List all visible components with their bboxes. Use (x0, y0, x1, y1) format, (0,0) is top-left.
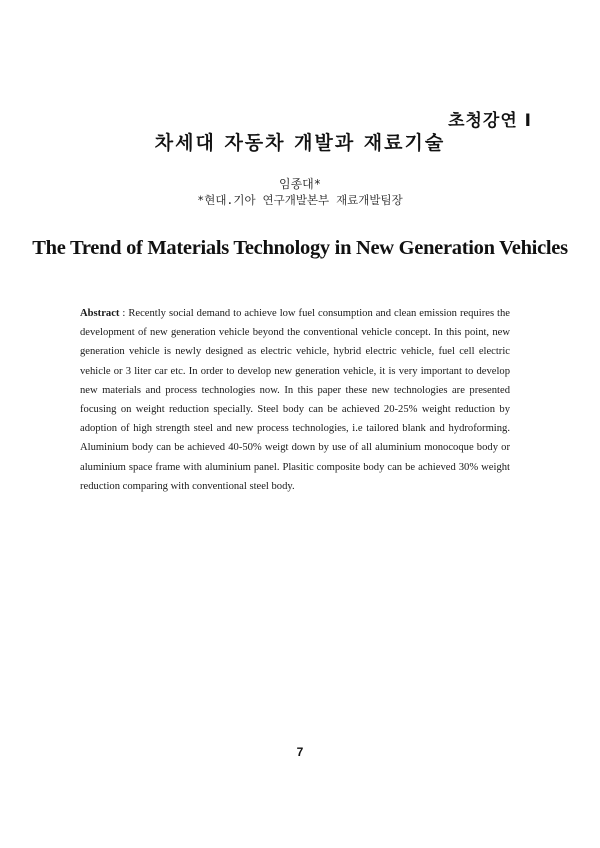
author-affiliation: *현대.기아 연구개발본부 재료개발팀장 (197, 193, 403, 207)
author-name: 임종대* (278, 177, 321, 191)
abstract (80, 304, 510, 496)
page-number: 7 (296, 745, 304, 759)
abstract-text: Recently social demand to achieve low fuel consumption and clean emission requires the development of new generation vehicle beyond the conventional vehicle concept. In this point, new generation vehicle is newly designed as electric vehicle, hybrid electric vehicle, fuel cell electric vehicle or 3 liter car etc. In order to develop new generation vehicle, it is very important to develop new materials and process technologies now. In this paper these new technologies are presented focusing on weight reduction specially. Steel body can be achieved 20-25% weight reduction by adoption of high strength steel and new process technologies, i.e tailored blank and hydroforming. Aluminium body can be achieved 40-50% weigt down by use of all aluminium monocoque body or aluminium space frame with aluminium panel. Plasitic composite body can be achieved 30% weight reduction comparing with conventional steel body. (80, 308, 510, 492)
abstract-separator: : (119, 308, 129, 319)
korean-title: 차세대 자동차 개발과 재료기술 (154, 132, 446, 154)
section-tag: 초청강연 I (448, 111, 532, 131)
abstract-label: Abstract (80, 308, 120, 319)
english-title: The Trend of Materials Technology in New Generation Vehicles (32, 237, 568, 259)
